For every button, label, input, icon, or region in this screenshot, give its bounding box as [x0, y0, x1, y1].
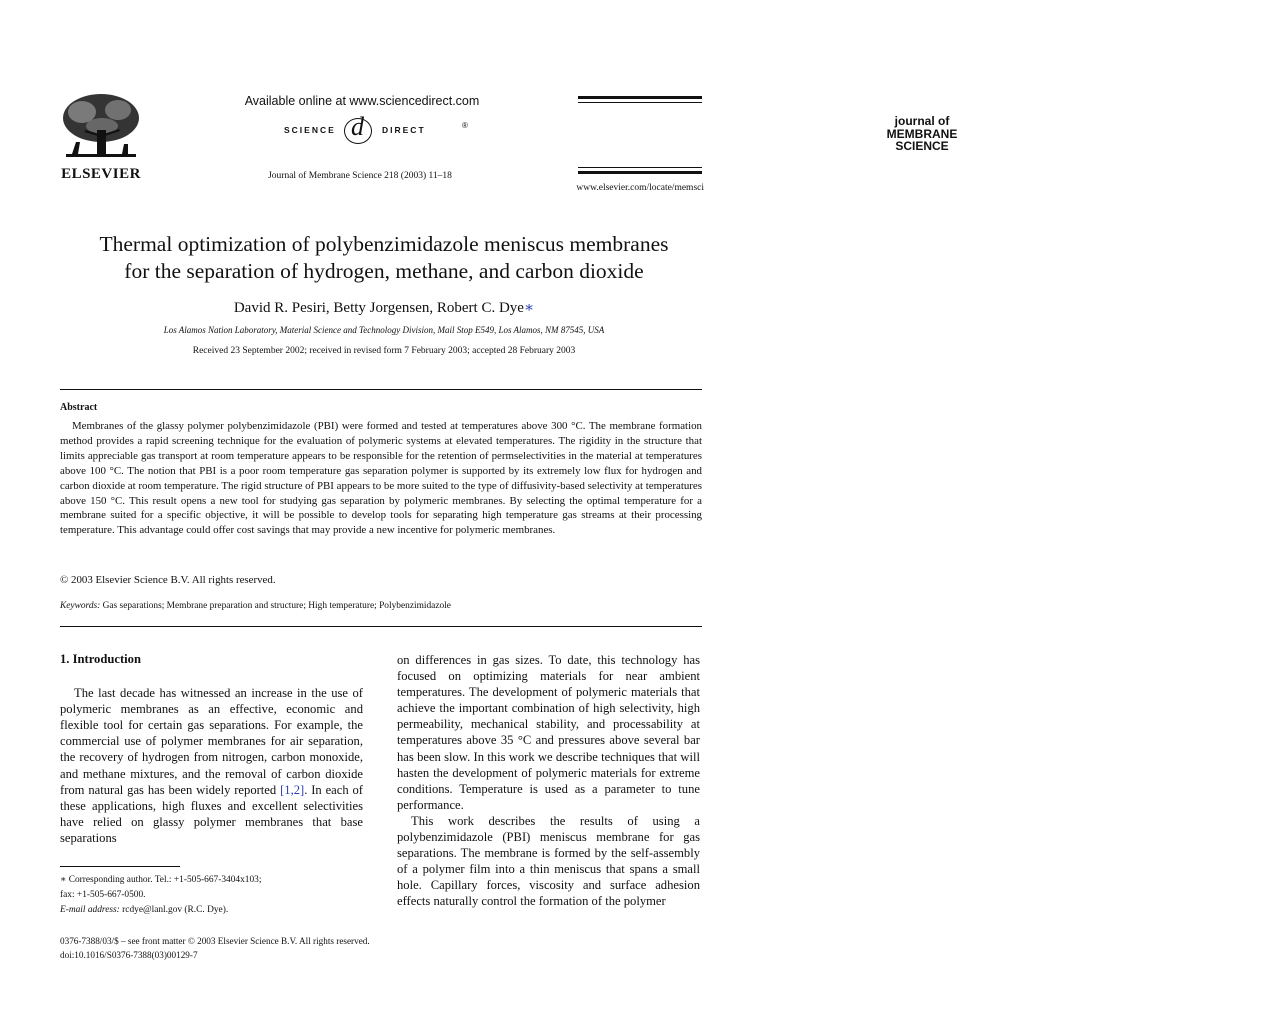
masthead-rule: [578, 102, 702, 103]
author-list: [80, 298, 688, 317]
title-line: Thermal optimization of polybenzimidazole meniscus membranes: [99, 232, 669, 256]
sciencedirect-logo: [240, 112, 484, 148]
sd-registered-icon: ®: [462, 121, 468, 130]
sd-science-text: SCIENCE: [284, 125, 336, 135]
masthead-rule: [578, 167, 702, 168]
journal-name: [578, 115, 1266, 153]
journal-citation: Journal of Membrane Science 218 (2003) 11–18: [268, 171, 452, 181]
keywords-label: Keywords:: [60, 601, 101, 611]
keywords-list: Gas separations; Membrane preparation and structure; High temperature; Polybenzimidazole: [102, 601, 451, 611]
journal-name-line: journal of: [894, 114, 950, 128]
body-paragraph: [60, 685, 363, 846]
available-online-text: Available online at www.sciencedirect.com: [244, 94, 480, 108]
footnote-line: fax: +1-505-667-0500.: [60, 890, 146, 900]
masthead-rule: [578, 96, 702, 99]
masthead-rule: [578, 171, 702, 174]
affiliation: Los Alamos Nation Laboratory, Material Science and Technology Division, Mail Stop E549, Los Alamos, NM 87545, USA: [163, 325, 605, 335]
divider: [60, 626, 702, 627]
page-footer: [60, 934, 370, 962]
email-label: E-mail address:: [60, 905, 120, 915]
body-paragraph: This work describes the results of using a polybenzimidazole (PBI) meniscus membrane for gas separations. The membrane is formed by the self-assembly of a polymer film into a thin meniscus that spans a small hole. Capillary forces, viscosity and surface adhesion effects naturally control the formation of the polymer: [397, 813, 700, 909]
footnote-line: ∗ Corresponding author. Tel.: +1-505-667-3404x103;: [60, 875, 262, 885]
journal-name-line: MEMBRANE: [886, 126, 958, 141]
publisher-name: ELSEVIER: [61, 166, 141, 182]
journal-url[interactable]: www.elsevier.com/locate/memsci: [576, 183, 704, 193]
article-title: [40, 231, 728, 285]
journal-name-line: SCIENCE: [895, 139, 949, 153]
body-column-right: [397, 652, 700, 910]
authors-text: David R. Pesiri, Betty Jorgensen, Robert C. Dye: [233, 300, 524, 316]
abstract-body: [60, 419, 702, 538]
keywords: [60, 601, 702, 611]
body-column-left: [60, 651, 363, 846]
journal-masthead: [578, 96, 958, 174]
body-text: The last decade has witnessed an increase in the use of polymeric membranes as an effective, economic and flexible tool for certain gas separations. For example, the commercial use of polymer membranes for air separation, the recovery of hydrogen from nitrogen, carbon monoxide, and methane mixtures, and the removal of carbon dioxide from natural gas has been widely reported: [60, 686, 363, 797]
body-paragraph: on differences in gas sizes. To date, this technology has focused on optimizing materials for near ambient temperatures. The development of polymeric materials that achieve the important combination of high selectivity, high permeability, mechanical stability, and processability at temperatures above 35 °C and pressures above several bar has been slow. In this work we describe techniques that will hasten the development of polymeric materials for extreme conditions. Temperature is used as a parameter to tune performance.: [397, 653, 700, 812]
received-dates: Received 23 September 2002; received in revised form 7 February 2003; accepted 28 February 2003: [192, 346, 576, 356]
abstract-copyright: © 2003 Elsevier Science B.V. All rights reserved.: [60, 574, 276, 586]
title-line: for the separation of hydrogen, methane, and carbon dioxide: [124, 259, 644, 283]
corresponding-author-mark[interactable]: ∗: [523, 300, 535, 316]
divider: [60, 389, 702, 390]
reference-link[interactable]: [1,2]: [280, 782, 305, 797]
elsevier-logo: [58, 92, 144, 183]
sd-direct-text: DIRECT: [382, 125, 426, 135]
footnote: [60, 873, 370, 918]
footnote-rule: [60, 866, 180, 867]
footnote-line: [60, 903, 370, 918]
issn-line: 0376-7388/03/$ – see front matter © 2003 Elsevier Science B.V. All rights reserved.: [60, 936, 370, 946]
abstract-paragraph: Membranes of the glassy polymer polybenzimidazole (PBI) were formed and tested at temperatures above 300 °C. The membrane formation method provides a rapid screening technique for the evaluation of polymeric systems at elevated temperatures. The rigidity in the structure that limits appreciable gas transport at room temperature appears to be responsible for the retention of permselectivities in the material at temperatures above 100 °C. The notion that PBI is a poor room temperature gas separation polymer is supported by its extremely low flux for hydrogen and carbon dioxide at room temperature. The rigid structure of PBI appears to be more suited to the type of diffusivity-based selectivity at temperatures above 150 °C. This result opens a new tool for studying gas separation by polymeric membranes. By selecting the optimal temperature for a membrane suited for a specific objective, it will be possible to develop tools for separating high temperature gas streams at their processing temperature. This advantage could offer cost savings that may provide a new incentive for polymeric membranes.: [60, 420, 702, 537]
sd-d-letter: d: [351, 112, 364, 141]
email-value[interactable]: rcdye@lanl.gov (R.C. Dye).: [119, 905, 229, 915]
abstract-heading: Abstract: [60, 402, 98, 413]
doi-line[interactable]: doi:10.1016/S0376-7388(03)00129-7: [60, 950, 198, 960]
body-text: . In each of these applications, high fluxes and excellent selectivities have relied on glassy polymer membranes that base separations: [60, 782, 363, 845]
elsevier-tree-icon: [58, 92, 144, 164]
section-heading: 1. Introduction: [60, 652, 141, 666]
